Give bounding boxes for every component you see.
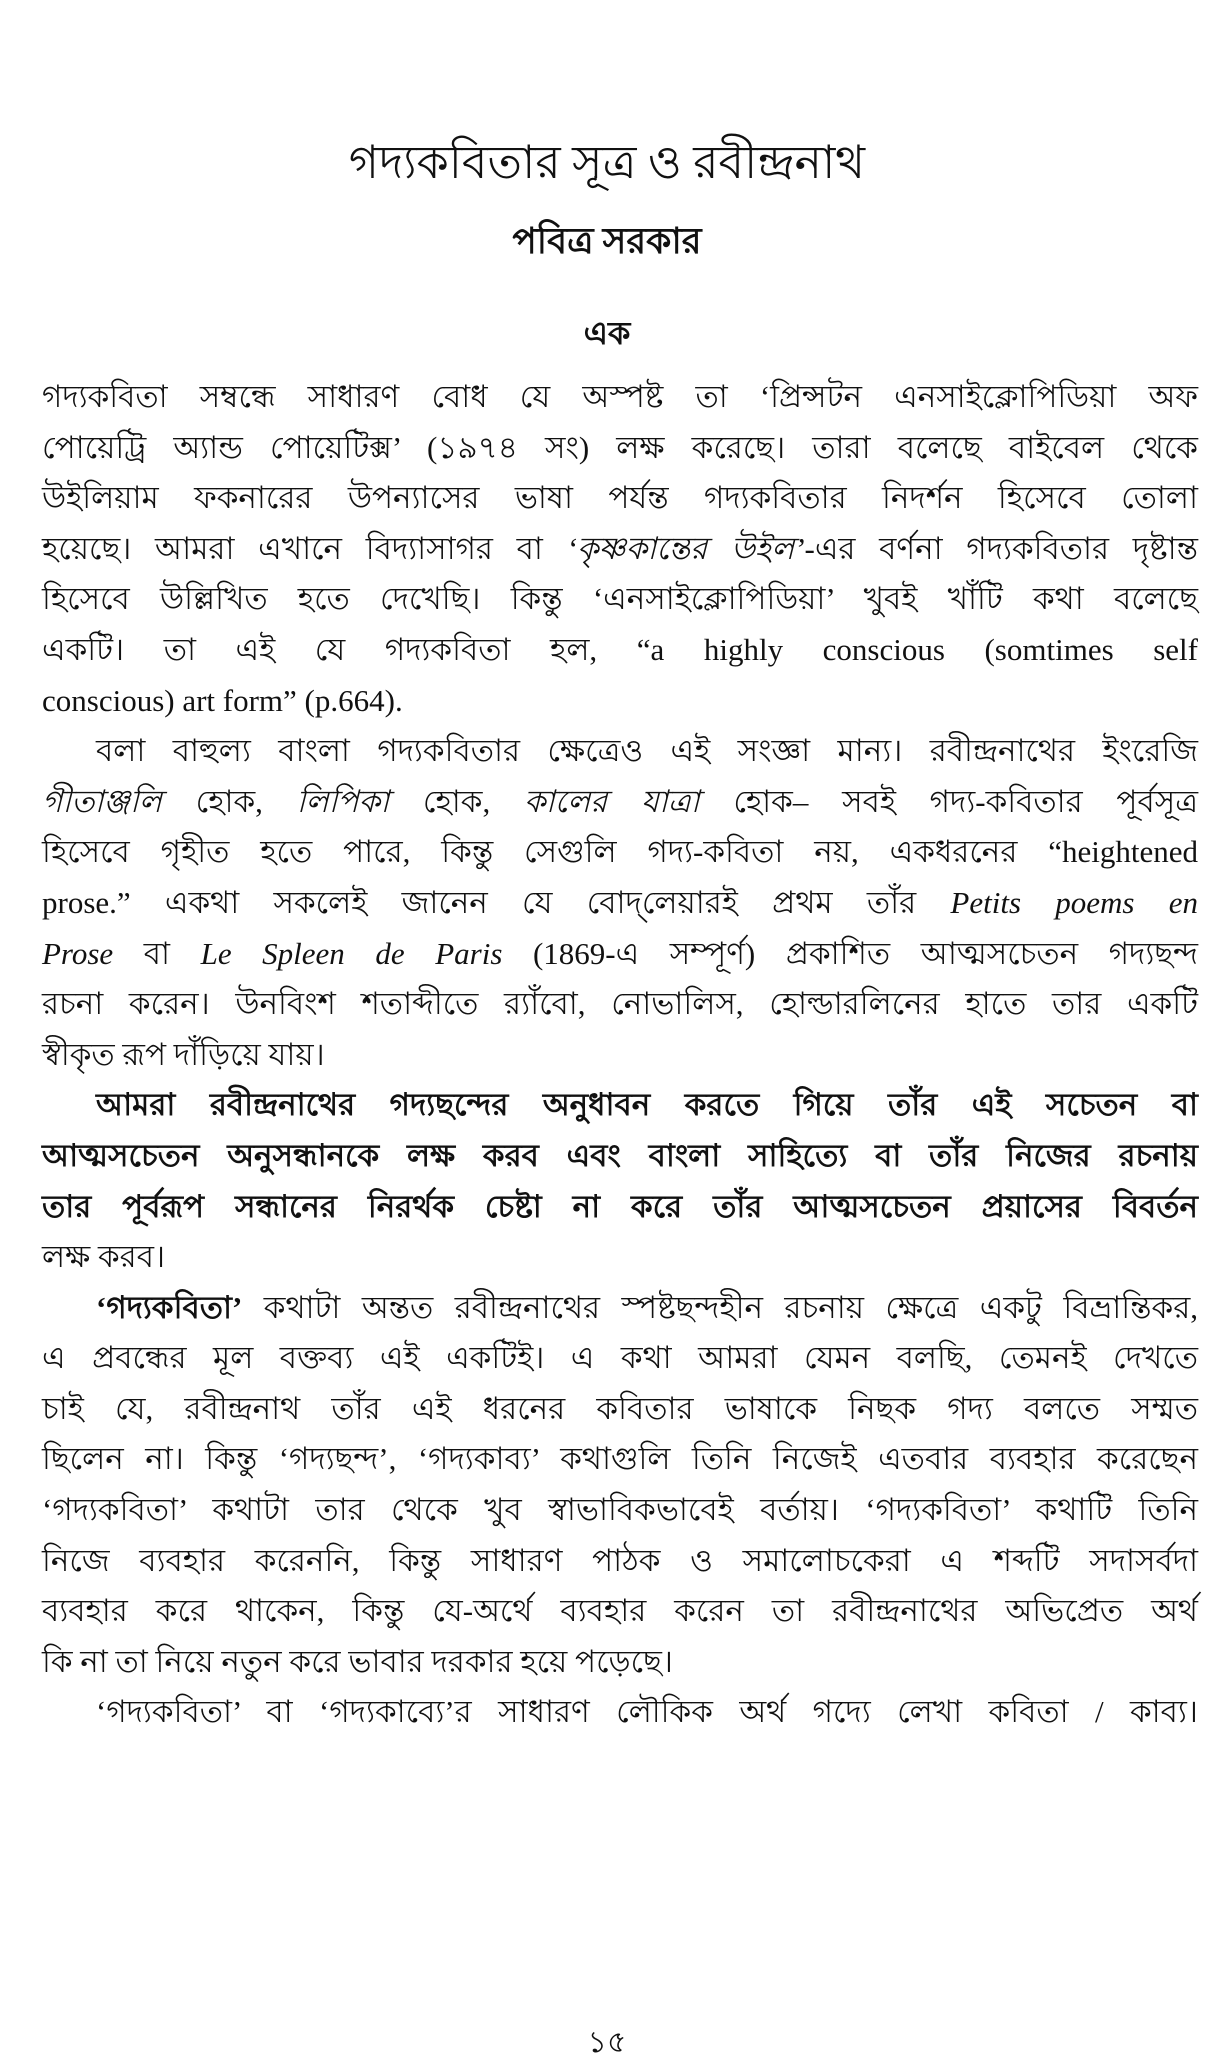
- text-segment: লক্ষ করব।: [42, 1239, 166, 1275]
- text-line: [42, 878, 1198, 929]
- italic-text: Petits poems en: [950, 884, 1198, 920]
- text-segment: একটি। তা এই যে গদ্যকবিতা হল, “a highly conscious (somtimes self: [42, 631, 1198, 667]
- text-segment: বা: [113, 935, 201, 971]
- text-line: [42, 473, 1198, 524]
- text-segment: conscious) art form” (p.664).: [42, 682, 403, 718]
- text-line: [42, 1232, 1198, 1283]
- text-line: [42, 1182, 1198, 1233]
- text-line: [42, 777, 1198, 828]
- italic-text: কালের যাত্রা: [523, 783, 700, 819]
- text-line: [42, 574, 1198, 625]
- text-segment: চাই যে, রবীন্দ্রনাথ তাঁর এই ধরনের কবিতার ভাষাকে নিছক গদ্য বলতে সম্মত: [42, 1390, 1198, 1426]
- author-name: পবিত্র সরকার: [512, 221, 702, 261]
- article-body: [42, 372, 1198, 1738]
- text-segment: (1869-এ সম্পূর্ণ) প্রকাশিত আত্মসচেতন গদ্যছন্দ: [502, 935, 1198, 971]
- bold-text: ‘গদ্যকবিতা’: [96, 1289, 243, 1325]
- italic-text: ‘কৃষ্ণকান্তের উইল’: [566, 530, 805, 566]
- text-segment: গদ্যকবিতা সম্বন্ধে সাধারণ বোধ যে অস্পষ্ট তা ‘প্রিন্সটন এনসাইক্লোপিডিয়া অফ: [42, 379, 1198, 414]
- text-line: [42, 1384, 1198, 1435]
- text-line: [42, 1333, 1198, 1384]
- text-line: [42, 676, 1198, 727]
- text-line: [42, 1687, 1198, 1738]
- text-line: [42, 726, 1198, 777]
- text-segment: ‘গদ্যকবিতা’ বা ‘গদ্যকাব্যে’র সাধারণ লৌকিক অর্থ গদ্যে লেখা কবিতা / কাব্য।: [96, 1694, 1198, 1730]
- italic-text: গীতাঞ্জলি: [42, 783, 162, 819]
- text-segment: পোয়েট্রি অ্যান্ড পোয়েটিক্স’ (১৯৭৪ সং) লক্ষ করেছে। তারা বলেছে বাইবেল থেকে: [42, 429, 1198, 465]
- text-line: [42, 372, 1198, 423]
- article-title: গদ্যকবিতার সূত্র ও রবীন্দ্রনাথ: [348, 137, 866, 188]
- text-segment: ‘গদ্যকবিতা’ কথাটা তার থেকে খুব স্বাভাবিকভাবেই বর্তায়। ‘গদ্যকবিতা’ কথাটি তিনি: [42, 1492, 1198, 1528]
- text-segment: হোক– সবই গদ্য-কবিতার পূর্বসূত্র: [699, 783, 1198, 819]
- text-segment: উইলিয়াম ফকনারের উপন্যাসের ভাষা পর্যন্ত গদ্যকবিতার নিদর্শন হিসেবে তোলা: [42, 480, 1198, 516]
- bold-text: আমরা রবীন্দ্রনাথের গদ্যছন্দের অনুধাবন করতে গিয়ে তাঁর এই সচেতন বা: [96, 1087, 1198, 1123]
- text-line: [42, 1637, 1198, 1688]
- text-segment: হোক,: [389, 783, 524, 819]
- italic-text: লিপিকা: [296, 783, 390, 819]
- text-segment: হোক,: [161, 783, 297, 819]
- text-line: [42, 1030, 1198, 1081]
- bold-text: তার পূর্বরূপ সন্ধানের নিরর্থক চেষ্টা না করে তাঁর আত্মসচেতন প্রয়াসের বিবর্তন: [42, 1188, 1198, 1224]
- text-line: [42, 1283, 1198, 1334]
- text-segment: স্বীকৃত রূপ দাঁড়িয়ে যায়।: [42, 1036, 325, 1072]
- text-segment: ছিলেন না। কিন্তু ‘গদ্যছন্দ’, ‘গদ্যকাব্য’ কথাগুলি তিনি নিজেই এতবার ব্যবহার করেছেন: [42, 1441, 1198, 1477]
- text-segment: prose.” একথা সকলেই জানেন যে বোদ্‌লেয়ারই প্রথম তাঁর: [42, 884, 951, 920]
- text-line: [42, 423, 1198, 474]
- bold-text: আত্মসচেতন অনুসন্ধানকে লক্ষ করব এবং বাংলা সাহিত্যে বা তাঁর নিজের রচনায়: [42, 1137, 1198, 1173]
- text-line: [42, 1080, 1198, 1131]
- text-line: [42, 1536, 1198, 1587]
- text-line: [42, 625, 1198, 676]
- text-segment: কথাটা অন্তত রবীন্দ্রনাথের স্পষ্টছন্দহীন রচনায় ক্ষেত্রে একটু বিভ্রান্তিকর,: [242, 1289, 1198, 1325]
- text-line: [42, 524, 1198, 575]
- text-segment: হিসেবে গৃহীত হতে পারে, কিন্তু সেগুলি গদ্য-কবিতা নয়, একধরনের “heightened: [42, 834, 1198, 870]
- text-line: [42, 1131, 1198, 1182]
- text-line: [42, 827, 1198, 878]
- text-segment: এ প্রবন্ধের মূল বক্তব্য এই একটিই। এ কথা আমরা যেমন বলছি, তেমনই দেখতে: [42, 1340, 1198, 1376]
- text-segment: নিজে ব্যবহার করেননি, কিন্তু সাধারণ পাঠক ও সমালোচকেরা এ শব্দটি সদাসর্বদা: [42, 1542, 1198, 1578]
- text-segment: হয়েছে। আমরা এখানে বিদ্যাসাগর বা: [42, 530, 567, 566]
- text-segment: ব্যবহার করে থাকেন, কিন্তু যে-অর্থে ব্যবহার করেন তা রবীন্দ্রনাথের অভিপ্রেত অর্থ: [42, 1593, 1198, 1629]
- page-number: ১৫: [587, 2026, 627, 2059]
- text-segment: হিসেবে উল্লিখিত হতে দেখেছি। কিন্তু ‘এনসাইক্লোপিডিয়া’ খুবই খাঁটি কথা বলেছে: [42, 581, 1198, 617]
- text-line: [42, 929, 1198, 980]
- text-segment: কি না তা নিয়ে নতুন করে ভাবার দরকার হয়ে পড়েছে।: [42, 1643, 674, 1679]
- section-heading: এক: [583, 315, 631, 351]
- text-line: [42, 1434, 1198, 1485]
- text-segment: -এর বর্ণনা গদ্যকবিতার দৃষ্টান্ত: [804, 530, 1198, 566]
- text-segment: বলা বাহুল্য বাংলা গদ্যকবিতার ক্ষেত্রেও এই সংজ্ঞা মান্য। রবীন্দ্রনাথের ইংরেজি: [96, 733, 1198, 769]
- text-line: [42, 1485, 1198, 1536]
- italic-text: Prose: [42, 935, 114, 971]
- italic-text: Le Spleen de Paris: [200, 935, 503, 971]
- text-segment: রচনা করেন। উনবিংশ শতাব্দীতে র‍্যাঁবো, নোভালিস, হোল্ডারলিনের হাতে তার একটি: [42, 986, 1198, 1022]
- text-line: [42, 1586, 1198, 1637]
- text-line: [42, 979, 1198, 1030]
